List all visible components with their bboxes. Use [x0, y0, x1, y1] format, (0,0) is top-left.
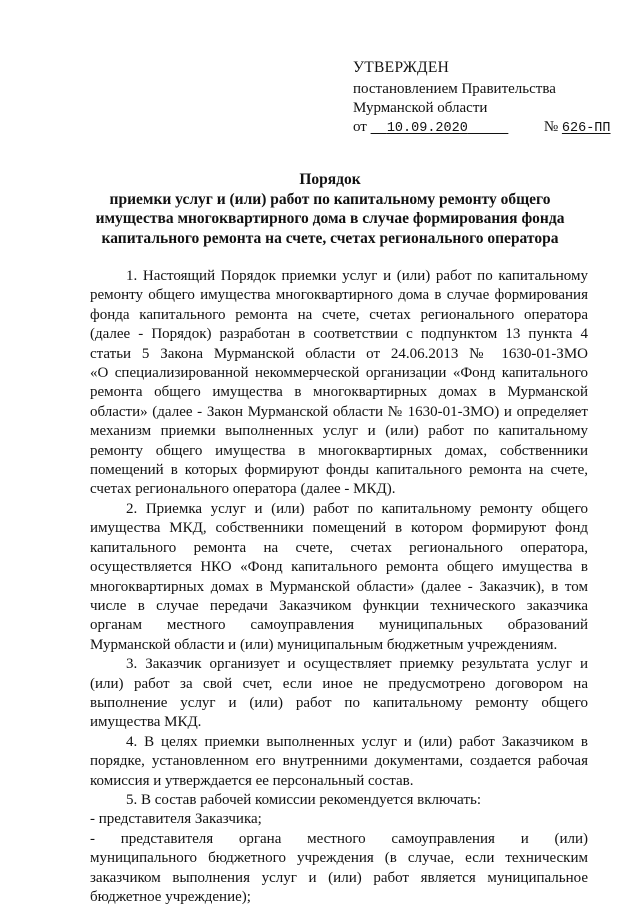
body-line: 5. В состав рабочей комиссии рекомендуется включать:: [126, 791, 482, 808]
body-line: муниципального бюджетного учреждения (в случае, если техническим: [90, 850, 588, 867]
body-line: механизм приемки выполненных услуг и (или) работ по капитальному: [90, 423, 588, 440]
body-line: фонда капитального ремонта на счете, счетах регионального оператора: [90, 306, 588, 323]
body-line: (или) работ за свой счет, если иное не предусмотрено договором на: [90, 675, 588, 692]
body-line: органам местного самоуправления муниципальных образований: [90, 617, 588, 634]
body-line: счетах регионального оператора (далее - МКД).: [90, 481, 396, 498]
body-line: числе в случае передачи Заказчиком функции технического заказчика: [90, 597, 588, 614]
body-line: статьи 5 Закона Мурманской области от 24.06.2013 № 1630-01-ЗМО: [90, 345, 588, 362]
body-line: имущества МКД.: [90, 714, 202, 731]
body-line: ремонта общего имущества в многоквартирных домах в Мурманской: [90, 384, 588, 401]
body-line: 4. В целях приемки выполненных услуг и (или) работ Заказчиком в: [126, 733, 588, 750]
title-line-1: Порядок: [299, 171, 361, 188]
body-line: (далее - Порядок) разработан в соответствии с подпунктом 13 пункта 4: [90, 326, 588, 343]
body-line: бюджетное учреждение);: [90, 889, 251, 905]
body-line: ремонту общего имущества в многоквартирных домах, собственники: [90, 442, 588, 459]
body-line: 1. Настоящий Порядок приемки услуг и (или) работ по капитальному: [126, 268, 588, 284]
approval-line-1: постановлением Правительства: [353, 81, 556, 97]
body-line: капитального ремонта на счете, счетах регионального оператора,: [90, 539, 588, 556]
approval-line-2: Мурманской области: [353, 100, 488, 116]
body-line: многоквартирных домах в Мурманской области» (далее - Заказчик), в том: [90, 578, 588, 595]
date-prefix: от: [353, 119, 367, 135]
body-line: выполнение услуг и (или) работ по капитальному ремонту общего: [90, 694, 588, 711]
body-line: помещений в которых формируют фонды капитального ремонта на счете,: [90, 462, 588, 479]
body-line: имущества МКД, собственники помещений в котором формируют фонд: [90, 520, 588, 537]
document-title: [80, 170, 580, 248]
body-line: комиссия и утверждается ее персональный состав.: [90, 772, 414, 789]
body-line: 3. Заказчик организует и осуществляет приемку результата услуг и: [126, 656, 588, 673]
title-line-4: капитального ремонта на счете, счетах регионального оператора: [101, 229, 559, 247]
body-line: - представителя органа местного самоуправления и (или): [90, 830, 588, 847]
body-line: осуществляется НКО «Фонд капитального ремонта общего имущества в: [90, 559, 588, 576]
body-line: 2. Приемка услуг и (или) работ по капитальному ремонту общего: [126, 500, 588, 517]
body-line: ремонту общего имущества многоквартирного дома в случае формирования: [90, 287, 588, 304]
document-body: [90, 267, 588, 907]
body-line: области» (далее - Закон Мурманской области № 1630-01-ЗМО) и определяет: [90, 403, 588, 420]
number-prefix: №: [543, 119, 559, 135]
body-line: «О специализированной некоммерческой организации «Фонд капитального: [90, 365, 588, 382]
approval-number: 626-ПП: [561, 121, 611, 136]
approval-stamp: УТВЕРЖДЕН: [353, 59, 450, 76]
body-line: Мурманской области и (или) муниципальным бюджетным учреждениям.: [90, 636, 558, 653]
title-line-3: имущества многоквартирного дома в случае формирования фонда: [95, 210, 565, 227]
approval-date-line: [353, 118, 623, 138]
approval-block: [353, 58, 623, 138]
body-line: порядке, установленном его внутренними документами, создается рабочая: [90, 753, 588, 770]
body-line: - представителя Заказчика;: [90, 811, 262, 828]
approval-date: 10.09.2020: [386, 121, 468, 136]
body-line: заказчиком выполнения услуг и (или) работ является муниципальное: [90, 869, 588, 886]
title-line-2: приемки услуг и (или) работ по капитальному ремонту общего: [109, 190, 551, 208]
